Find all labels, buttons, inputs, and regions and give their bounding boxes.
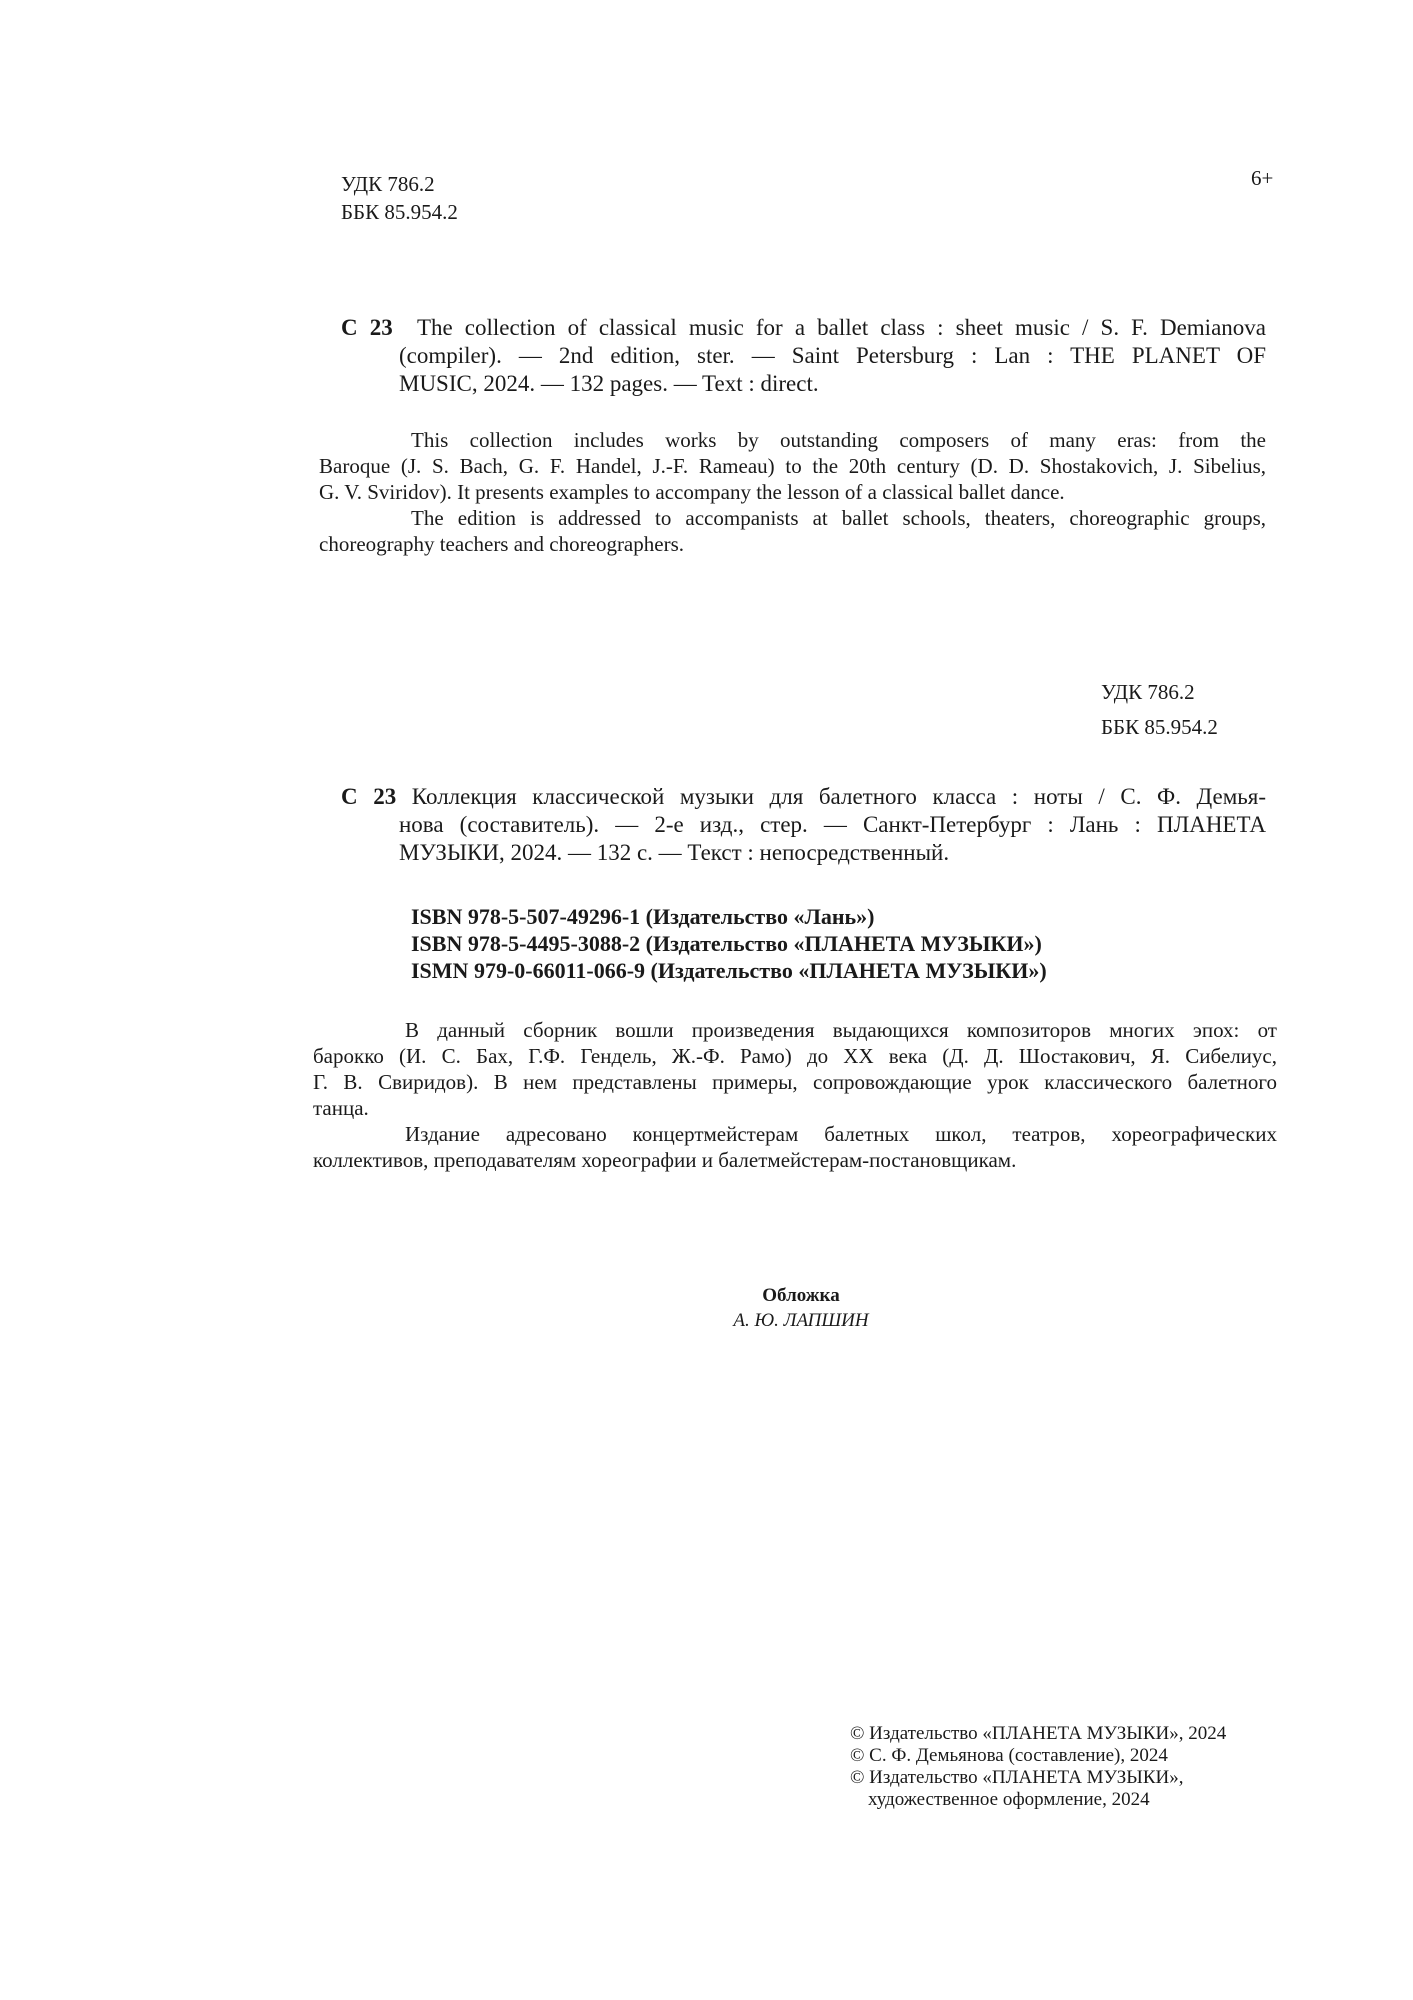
russian-description	[313, 1017, 1277, 1173]
entry-line: (compiler). — 2nd edition, ster. — Saint Petersburg : Lan : THE PLANET OF	[399, 343, 1266, 368]
ismn-line: ISMN 979-0-66011-066-9 (Издательство «ПЛАНЕТА МУЗЫКИ»)	[411, 958, 1047, 983]
russian-bibliographic-entry	[341, 783, 1266, 867]
bbk-code: ББК 85.954.2	[341, 200, 458, 224]
entry-line: МУЗЫКИ, 2024. — 132 с. — Текст : непосредственный.	[399, 840, 950, 865]
entry-code: С 23	[341, 315, 393, 340]
entry-code: С 23	[341, 784, 397, 809]
desc-line: Издание адресовано концертмейстерам балетных школ, театров, хореографических	[405, 1122, 1277, 1146]
entry-line: С 23 Коллекция классической музыки для балетного класса : ноты / С. Ф. Демья-	[341, 784, 1266, 809]
copyright-line: © С. Ф. Демьянова (составление), 2024	[850, 1745, 1168, 1766]
isbn-line: ISBN 978-5-4495-3088-2 (Издательство «ПЛАНЕТА МУЗЫКИ»)	[411, 931, 1042, 956]
copyright-line: © Издательство «ПЛАНЕТА МУЗЫКИ», 2024	[850, 1723, 1227, 1744]
age-rating: 6+	[1251, 166, 1274, 190]
copyright-line: © Издательство «ПЛАНЕТА МУЗЫКИ»,	[850, 1767, 1184, 1788]
udk-code: УДК 786.2	[341, 172, 435, 196]
desc-line: This collection includes works by outstanding composers of many eras: from the	[411, 428, 1266, 452]
middle-classification-codes	[1101, 675, 1218, 745]
isbn-line: ISBN 978-5-507-49296-1 (Издательство «Лань»)	[411, 904, 875, 929]
desc-line: The edition is addressed to accompanists at ballet schools, theaters, choreographic groups,	[411, 506, 1266, 530]
copyright-block	[850, 1723, 1226, 1811]
bbk-code: ББК 85.954.2	[1101, 715, 1218, 739]
desc-line: барокко (И. С. Бах, Г.Ф. Гендель, Ж.-Ф. Рамо) до XX века (Д. Д. Шостакович, Я. Сибелиус,	[313, 1044, 1277, 1068]
desc-line: В данный сборник вошли произведения выдающихся композиторов многих эпох: от	[405, 1018, 1277, 1042]
english-description	[319, 427, 1266, 557]
desc-line: Г. В. Свиридов). В нем представлены примеры, сопровождающие урок классического балетного	[313, 1070, 1277, 1094]
isbn-block	[411, 903, 1047, 984]
entry-line: нова (составитель). — 2-е изд., стер. — Санкт-Петербург : Лань : ПЛАНЕТА	[399, 812, 1266, 837]
english-bibliographic-entry	[341, 314, 1266, 398]
desc-line: choreography teachers and choreographers.	[319, 532, 684, 556]
entry-line: MUSIC, 2024. — 132 pages. — Text : direct.	[399, 371, 819, 396]
copyright-line: художественное оформление, 2024	[868, 1789, 1150, 1810]
cover-designer: А. Ю. ЛАПШИН	[733, 1310, 869, 1331]
cover-label: Обложка	[762, 1285, 840, 1306]
top-classification-codes	[341, 170, 458, 226]
desc-line: Baroque (J. S. Bach, G. F. Handel, J.-F. Rameau) to the 20th century (D. D. Shostakovich, J. Sibelius,	[319, 454, 1266, 478]
udk-code: УДК 786.2	[1101, 680, 1195, 704]
entry-line: С 23 The collection of classical music for a ballet class : sheet music / S. F. Demianova	[341, 315, 1266, 340]
desc-line: танца.	[313, 1096, 369, 1120]
desc-line: коллективов, преподавателям хореографии и балетмейстерам-постановщикам.	[313, 1148, 1017, 1172]
cover-credit	[0, 1283, 1413, 1333]
desc-line: G. V. Sviridov). It presents examples to accompany the lesson of a classical ballet dance.	[319, 480, 1065, 504]
